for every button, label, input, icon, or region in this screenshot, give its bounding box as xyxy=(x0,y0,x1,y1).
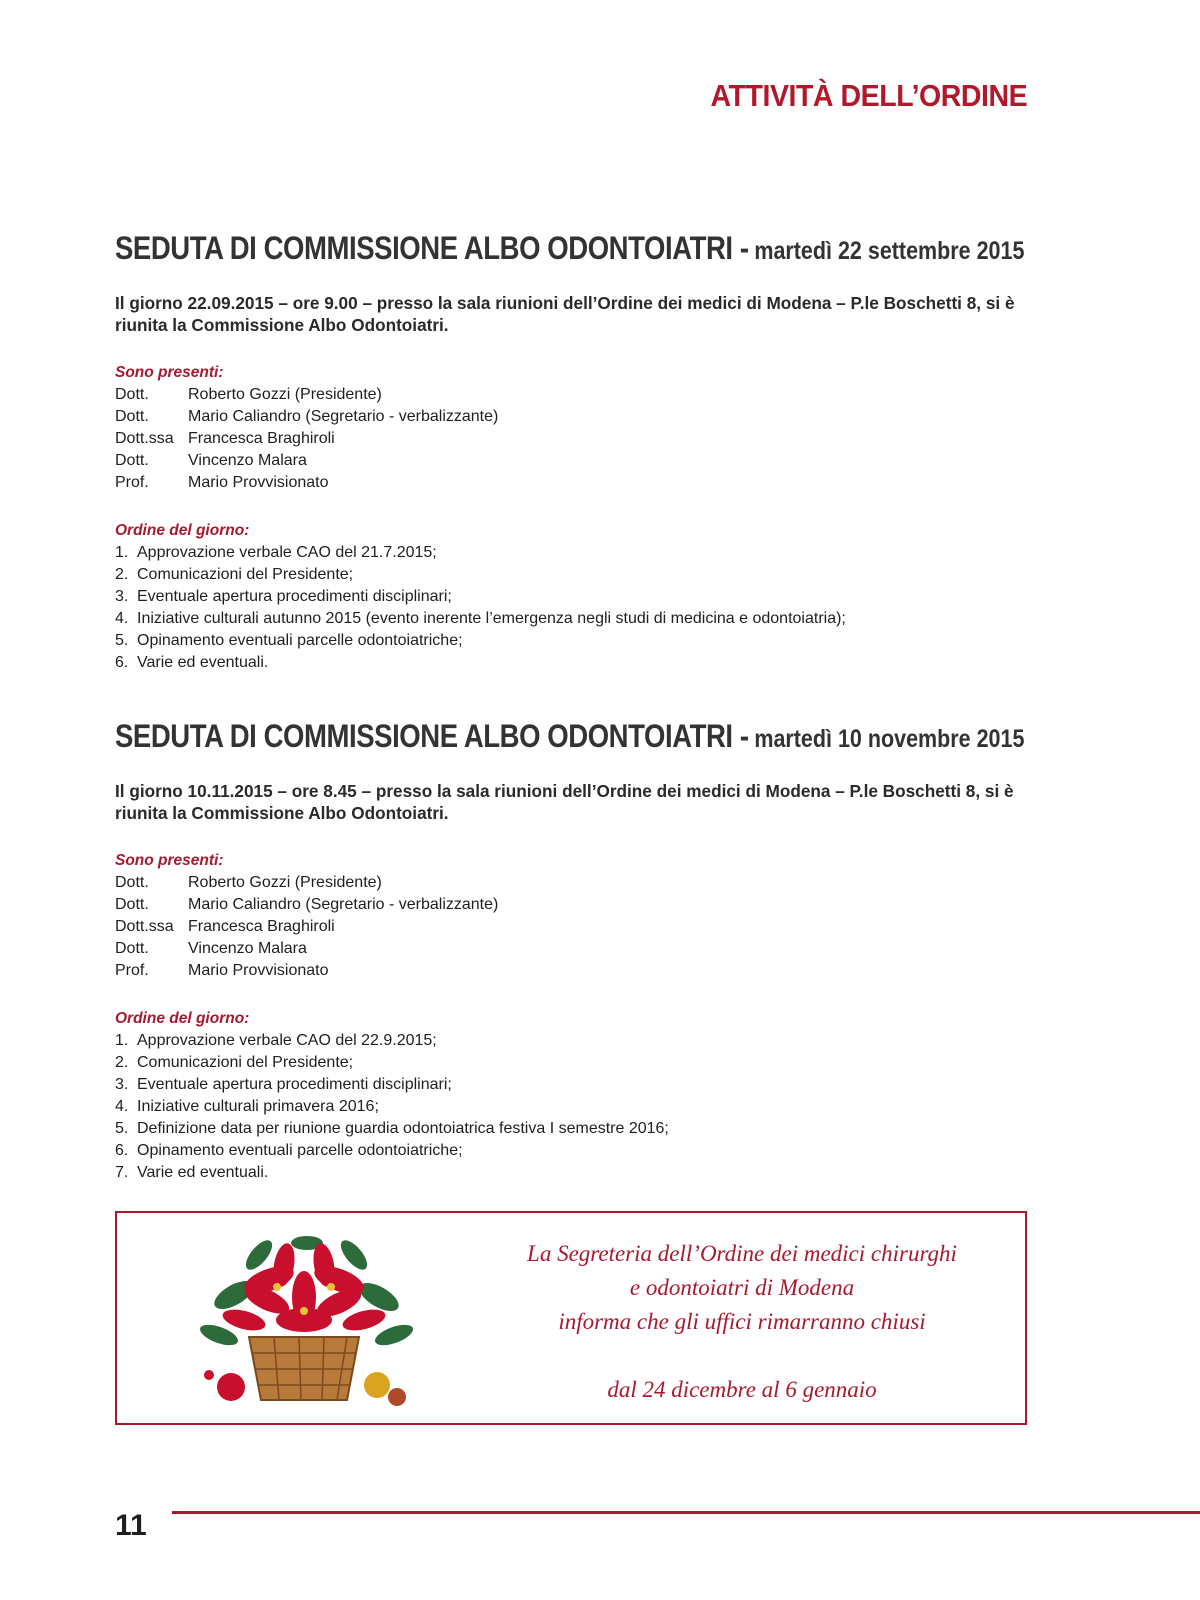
person-name: Vincenzo Malara xyxy=(188,452,307,469)
list-item xyxy=(115,1162,1030,1184)
person-name: Roberto Gozzi (Presidente) xyxy=(188,386,382,403)
notice-line: La Segreteria dell’Ordine dei medici chirurghi xyxy=(527,1241,957,1266)
meeting-title-main: SEDUTA DI COMMISSIONE ALBO ODONTOIATRI - xyxy=(115,230,749,266)
notice-line: e odontoiatri di Modena xyxy=(629,1275,855,1300)
agenda-text: Iniziative culturali autunno 2015 (evento inerente l’emergenza negli studi di medicina e odontoiatria); xyxy=(137,610,846,627)
present-label: Sono presenti: xyxy=(115,852,224,869)
list-item xyxy=(115,894,1030,916)
agenda-label: Ordine del giorno: xyxy=(115,522,250,539)
agenda-number: 6. xyxy=(115,654,129,671)
meeting-title xyxy=(115,716,1030,760)
person-title: Dott.ssa xyxy=(115,918,174,935)
holiday-notice-box xyxy=(115,1211,1027,1425)
notice-closing-dates: dal 24 dicembre al 6 gennaio xyxy=(607,1377,877,1402)
agenda-text: Comunicazioni del Presidente; xyxy=(137,566,354,583)
list-item xyxy=(115,938,1030,960)
holiday-notice-text xyxy=(507,1237,977,1407)
person-name: Mario Caliandro (Segretario - verbalizzante) xyxy=(188,408,499,425)
agenda-text: Eventuale apertura procedimenti disciplinari; xyxy=(137,1076,452,1093)
page-number: 11 xyxy=(115,1509,147,1542)
list-item xyxy=(115,1030,1030,1052)
poinsettia-basket-icon xyxy=(189,1225,424,1415)
agenda-text: Varie ed eventuali. xyxy=(137,1164,269,1181)
person-name: Mario Provvisionato xyxy=(188,962,329,979)
person-name: Francesca Braghiroli xyxy=(188,918,335,935)
agenda-number: 5. xyxy=(115,1120,129,1137)
list-item xyxy=(115,406,1030,428)
list-item xyxy=(115,1140,1030,1162)
agenda-list xyxy=(115,1030,1030,1184)
person-name: Mario Caliandro (Segretario - verbalizzante) xyxy=(188,896,499,913)
agenda-text: Definizione data per riunione guardia odontoiatrica festiva I semestre 2016; xyxy=(137,1120,669,1137)
list-item xyxy=(115,428,1030,450)
present-list xyxy=(115,872,1030,982)
person-title: Dott. xyxy=(115,452,149,469)
agenda-text: Opinamento eventuali parcelle odontoiatriche; xyxy=(137,632,463,649)
list-item xyxy=(115,586,1030,608)
list-item xyxy=(115,630,1030,652)
agenda-number: 7. xyxy=(115,1164,129,1181)
person-title: Dott. xyxy=(115,408,149,425)
agenda-label: Ordine del giorno: xyxy=(115,1010,250,1027)
meeting-title xyxy=(115,228,1030,272)
list-item xyxy=(115,960,1030,982)
list-item xyxy=(115,652,1030,674)
list-item xyxy=(115,384,1030,406)
notice-line: informa che gli uffici rimarranno chiusi xyxy=(558,1309,926,1334)
list-item xyxy=(115,1096,1030,1118)
list-item xyxy=(115,542,1030,564)
person-name: Roberto Gozzi (Presidente) xyxy=(188,874,382,891)
person-title: Dott.ssa xyxy=(115,430,174,447)
agenda-number: 4. xyxy=(115,610,129,627)
agenda-text: Approvazione verbale CAO del 21.7.2015; xyxy=(137,544,437,561)
list-item xyxy=(115,1074,1030,1096)
section-title: ATTIVITÀ DELL’ORDINE xyxy=(710,78,1027,113)
agenda-number: 1. xyxy=(115,1032,129,1049)
agenda-number: 5. xyxy=(115,632,129,649)
agenda-number: 3. xyxy=(115,588,129,605)
person-title: Dott. xyxy=(115,874,149,891)
person-name: Vincenzo Malara xyxy=(188,940,307,957)
agenda-text: Opinamento eventuali parcelle odontoiatriche; xyxy=(137,1142,463,1159)
agenda-number: 4. xyxy=(115,1098,129,1115)
meeting-section-1 xyxy=(115,228,1030,674)
list-item xyxy=(115,472,1030,494)
person-name: Francesca Braghiroli xyxy=(188,430,335,447)
agenda-number: 6. xyxy=(115,1142,129,1159)
person-name: Mario Provvisionato xyxy=(188,474,329,491)
footer-divider xyxy=(172,1511,1200,1514)
meeting-date: martedì 22 settembre 2015 xyxy=(754,237,1025,265)
list-item xyxy=(115,916,1030,938)
meeting-intro: Il giorno 22.09.2015 – ore 9.00 – presso la sala riunioni dell’Ordine dei medici di Modena – P.le Boschetti 8, si è riunita la Commissione Albo Odontoiatri. xyxy=(115,293,1015,335)
agenda-number: 1. xyxy=(115,544,129,561)
person-title: Prof. xyxy=(115,474,149,491)
agenda-text: Comunicazioni del Presidente; xyxy=(137,1054,354,1071)
meeting-date: martedì 10 novembre 2015 xyxy=(754,725,1025,753)
person-title: Prof. xyxy=(115,962,149,979)
list-item xyxy=(115,1118,1030,1140)
person-title: Dott. xyxy=(115,940,149,957)
list-item xyxy=(115,608,1030,630)
person-title: Dott. xyxy=(115,386,149,403)
meeting-title-main: SEDUTA DI COMMISSIONE ALBO ODONTOIATRI - xyxy=(115,718,749,754)
agenda-text: Iniziative culturali primavera 2016; xyxy=(137,1098,379,1115)
agenda-number: 2. xyxy=(115,566,129,583)
agenda-text: Approvazione verbale CAO del 22.9.2015; xyxy=(137,1032,437,1049)
agenda-text: Varie ed eventuali. xyxy=(137,654,269,671)
meeting-intro: Il giorno 10.11.2015 – ore 8.45 – presso la sala riunioni dell’Ordine dei medici di Modena – P.le Boschetti 8, si è riunita la Commissione Albo Odontoiatri. xyxy=(115,781,1014,823)
agenda-text: Eventuale apertura procedimenti disciplinari; xyxy=(137,588,452,605)
list-item xyxy=(115,872,1030,894)
list-item xyxy=(115,1052,1030,1074)
agenda-number: 3. xyxy=(115,1076,129,1093)
present-label: Sono presenti: xyxy=(115,364,224,381)
present-list xyxy=(115,384,1030,494)
list-item xyxy=(115,450,1030,472)
person-title: Dott. xyxy=(115,896,149,913)
meeting-section-2 xyxy=(115,716,1030,1184)
agenda-list xyxy=(115,542,1030,674)
agenda-number: 2. xyxy=(115,1054,129,1071)
list-item xyxy=(115,564,1030,586)
